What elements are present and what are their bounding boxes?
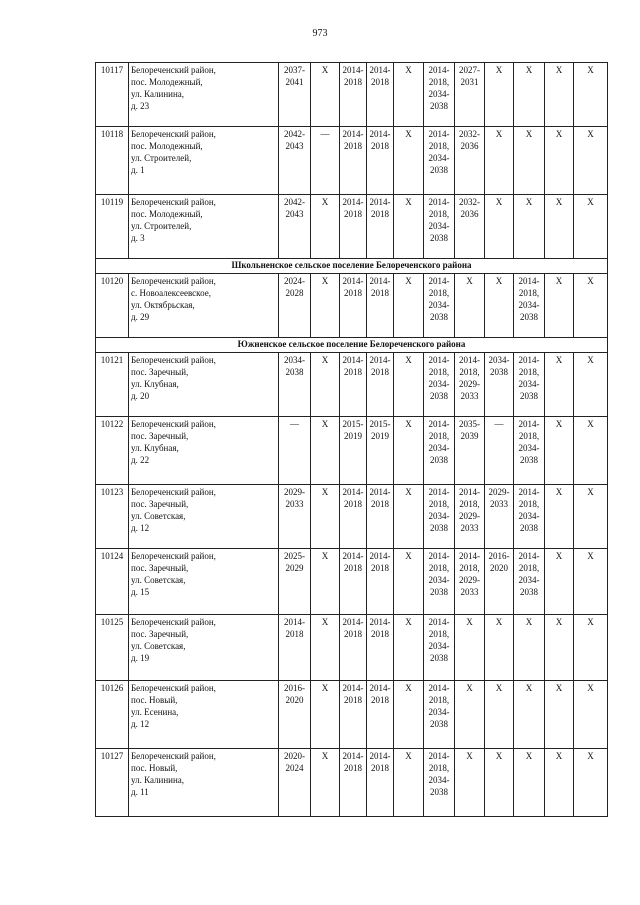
period-cell: 2014- 2018, 2034- 2038 [514, 417, 545, 485]
period-cell: X [574, 353, 608, 417]
period-cell: X [311, 63, 340, 127]
period-cell: 2014- 2018, 2029- 2033 [455, 353, 485, 417]
period-cell: X [514, 681, 545, 749]
address-line: ул. Строителей, [131, 153, 192, 163]
period-cell: X [311, 615, 340, 681]
period-cell: X [574, 195, 608, 259]
period-cell: — [485, 417, 514, 485]
table-row [96, 615, 608, 681]
period-cell: X [485, 195, 514, 259]
address-line: пос. Молодежный, [131, 141, 203, 151]
row-number: 10124 [96, 549, 129, 615]
period-cell: 2014- 2018 [340, 127, 367, 195]
address-line: ул. Калинина, [131, 89, 185, 99]
row-number: 10120 [96, 274, 129, 338]
period-cell: X [545, 127, 574, 195]
address-line: ул. Советская, [131, 511, 186, 521]
period-cell: 2037- 2041 [279, 63, 311, 127]
period-cell: 2014- 2018, 2034- 2038 [424, 681, 455, 749]
period-cell: X [545, 417, 574, 485]
period-cell: 2014- 2018 [367, 63, 394, 127]
period-cell: 2014- 2018 [340, 615, 367, 681]
address-line: пос. Заречный, [131, 367, 189, 377]
period-cell: 2014- 2018 [367, 485, 394, 549]
period-cell: X [574, 274, 608, 338]
period-cell: 2032- 2036 [455, 195, 485, 259]
period-cell: 2014- 2018, 2034- 2038 [514, 485, 545, 549]
period-cell: X [455, 615, 485, 681]
period-cell: X [311, 681, 340, 749]
address-line: пос. Новый, [131, 763, 178, 773]
address-line: ул. Клубная, [131, 379, 179, 389]
period-cell: 2014- 2018, 2034- 2038 [424, 195, 455, 259]
address-line: пос. Молодежный, [131, 77, 203, 87]
address-cell [129, 195, 279, 259]
period-cell: 2014- 2018, 2029- 2033 [455, 485, 485, 549]
period-cell: X [514, 127, 545, 195]
period-cell: X [455, 749, 485, 817]
row-number: 10119 [96, 195, 129, 259]
period-cell: X [485, 681, 514, 749]
section-header-row [96, 259, 608, 274]
period-cell: X [485, 615, 514, 681]
table-row [96, 63, 608, 127]
period-cell: X [545, 749, 574, 817]
period-cell: X [394, 681, 424, 749]
address-cell [129, 681, 279, 749]
period-cell: 2014- 2018 [340, 749, 367, 817]
period-cell: 2014- 2018, 2034- 2038 [424, 127, 455, 195]
period-cell: X [574, 749, 608, 817]
period-cell: 2014- 2018 [367, 681, 394, 749]
period-cell: 2027- 2031 [455, 63, 485, 127]
period-cell: X [394, 417, 424, 485]
period-cell: 2014- 2018 [367, 127, 394, 195]
period-cell: 2014- 2018, 2034- 2038 [424, 749, 455, 817]
period-cell: 2016- 2020 [279, 681, 311, 749]
row-number: 10118 [96, 127, 129, 195]
period-cell: 2020- 2024 [279, 749, 311, 817]
row-number: 10123 [96, 485, 129, 549]
period-cell: 2015- 2019 [367, 417, 394, 485]
period-cell: 2014- 2018 [340, 681, 367, 749]
address-line: ул. Октябрьская, [131, 300, 195, 310]
period-cell: 2029- 2033 [485, 485, 514, 549]
period-cell: 2014- 2018 [279, 615, 311, 681]
section-title: Южненское сельское поселение Белореченского района [96, 338, 608, 353]
address-line: д. 29 [131, 312, 150, 322]
period-cell: X [574, 127, 608, 195]
period-cell: 2015- 2019 [340, 417, 367, 485]
period-cell: X [394, 615, 424, 681]
period-cell: 2014- 2018 [340, 353, 367, 417]
address-line: пос. Молодежный, [131, 209, 203, 219]
address-line: ул. Советская, [131, 575, 186, 585]
period-cell: X [485, 749, 514, 817]
table-row [96, 195, 608, 259]
period-cell: X [574, 615, 608, 681]
period-cell: X [485, 274, 514, 338]
address-line: Белореченский район, [131, 197, 216, 207]
address-line: пос. Заречный, [131, 563, 189, 573]
period-cell: X [394, 485, 424, 549]
address-line: Белореченский район, [131, 355, 216, 365]
period-cell: 2014- 2018 [340, 274, 367, 338]
table-row [96, 485, 608, 549]
row-number: 10125 [96, 615, 129, 681]
period-cell: X [574, 485, 608, 549]
address-cell [129, 549, 279, 615]
period-cell: 2032- 2036 [455, 127, 485, 195]
period-cell: X [545, 63, 574, 127]
address-cell [129, 63, 279, 127]
period-cell: 2014- 2018 [367, 615, 394, 681]
period-cell: X [514, 749, 545, 817]
address-cell [129, 485, 279, 549]
period-cell: 2014- 2018, 2034- 2038 [424, 417, 455, 485]
period-cell: X [545, 681, 574, 749]
period-cell: 2014- 2018, 2034- 2038 [424, 353, 455, 417]
row-number: 10127 [96, 749, 129, 817]
period-cell: X [574, 63, 608, 127]
address-line: Белореченский район, [131, 129, 216, 139]
table-row [96, 549, 608, 615]
row-number: 10117 [96, 63, 129, 127]
address-line: ул. Строителей, [131, 221, 192, 231]
address-line: Белореченский район, [131, 487, 216, 497]
period-cell: X [545, 353, 574, 417]
address-line: д. 11 [131, 787, 149, 797]
period-cell: 2014- 2018, 2029- 2033 [455, 549, 485, 615]
section-title: Школьненское сельское поселение Белореченского района [96, 259, 608, 274]
address-line: Белореченский район, [131, 751, 216, 761]
address-line: Белореченский район, [131, 551, 216, 561]
address-line: Белореченский район, [131, 276, 216, 286]
address-line: д. 23 [131, 101, 150, 111]
housing-repair-schedule-table [95, 62, 608, 817]
period-cell: 2014- 2018 [340, 485, 367, 549]
period-cell: 2014- 2018, 2034- 2038 [514, 353, 545, 417]
table-body [96, 63, 608, 817]
address-line: д. 12 [131, 719, 150, 729]
address-line: Белореченский район, [131, 65, 216, 75]
period-cell: X [574, 681, 608, 749]
period-cell: 2024- 2028 [279, 274, 311, 338]
address-line: ул. Советская, [131, 641, 186, 651]
period-cell: X [311, 274, 340, 338]
period-cell: 2035- 2039 [455, 417, 485, 485]
table-row [96, 127, 608, 195]
period-cell: X [485, 63, 514, 127]
period-cell: 2014- 2018 [367, 274, 394, 338]
period-cell: X [455, 274, 485, 338]
table-row [96, 749, 608, 817]
period-cell: 2014- 2018 [340, 195, 367, 259]
address-line: с. Новоалексеевское, [131, 288, 211, 298]
address-line: пос. Новый, [131, 695, 178, 705]
period-cell: X [514, 63, 545, 127]
period-cell: 2014- 2018, 2034- 2038 [514, 274, 545, 338]
address-line: ул. Клубная, [131, 443, 179, 453]
period-cell: 2014- 2018 [340, 549, 367, 615]
period-cell: 2014- 2018 [367, 195, 394, 259]
period-cell: 2014- 2018, 2034- 2038 [424, 485, 455, 549]
period-cell: X [394, 63, 424, 127]
period-cell: 2014- 2018 [367, 353, 394, 417]
period-cell: 2042- 2043 [279, 195, 311, 259]
period-cell: X [394, 353, 424, 417]
period-cell: 2014- 2018 [340, 63, 367, 127]
address-cell [129, 417, 279, 485]
period-cell: X [545, 549, 574, 615]
address-line: пос. Заречный, [131, 629, 189, 639]
period-cell: 2014- 2018, 2034- 2038 [514, 549, 545, 615]
address-line: ул. Есенина, [131, 707, 179, 717]
address-line: д. 12 [131, 523, 150, 533]
period-cell: 2034- 2038 [485, 353, 514, 417]
table-row [96, 274, 608, 338]
period-cell: X [311, 549, 340, 615]
address-cell [129, 615, 279, 681]
row-number: 10122 [96, 417, 129, 485]
period-cell: 2014- 2018, 2034- 2038 [424, 615, 455, 681]
period-cell: X [545, 615, 574, 681]
period-cell: 2014- 2018 [367, 749, 394, 817]
period-cell: X [545, 274, 574, 338]
period-cell: — [279, 417, 311, 485]
period-cell: X [311, 353, 340, 417]
period-cell: 2014- 2018, 2034- 2038 [424, 549, 455, 615]
address-cell [129, 353, 279, 417]
address-line: д. 20 [131, 391, 150, 401]
period-cell: X [394, 195, 424, 259]
period-cell: X [514, 195, 545, 259]
row-number: 10121 [96, 353, 129, 417]
address-line: пос. Заречный, [131, 431, 189, 441]
address-line: д. 19 [131, 653, 150, 663]
period-cell: X [485, 127, 514, 195]
period-cell: 2029- 2033 [279, 485, 311, 549]
period-cell: 2042- 2043 [279, 127, 311, 195]
address-line: пос. Заречный, [131, 499, 189, 509]
period-cell: X [311, 749, 340, 817]
table-row [96, 353, 608, 417]
row-number: 10126 [96, 681, 129, 749]
table-row [96, 417, 608, 485]
address-cell [129, 127, 279, 195]
period-cell: 2016- 2020 [485, 549, 514, 615]
address-line: д. 15 [131, 587, 150, 597]
address-line: д. 22 [131, 455, 150, 465]
table-row [96, 681, 608, 749]
address-line: д. 3 [131, 233, 145, 243]
period-cell: — [311, 127, 340, 195]
address-line: ул. Калинина, [131, 775, 185, 785]
period-cell: X [311, 417, 340, 485]
period-cell: X [311, 485, 340, 549]
period-cell: X [455, 681, 485, 749]
period-cell: X [514, 615, 545, 681]
section-header-row [96, 338, 608, 353]
address-line: Белореченский район, [131, 683, 216, 693]
period-cell: X [394, 749, 424, 817]
period-cell: 2014- 2018, 2034- 2038 [424, 274, 455, 338]
period-cell: X [545, 195, 574, 259]
period-cell: 2034- 2038 [279, 353, 311, 417]
period-cell: X [311, 195, 340, 259]
period-cell: X [394, 274, 424, 338]
page-number: 973 [312, 28, 328, 39]
period-cell: X [394, 127, 424, 195]
address-line: Белореченский район, [131, 617, 216, 627]
period-cell: 2014- 2018, 2034- 2038 [424, 63, 455, 127]
address-cell [129, 274, 279, 338]
period-cell: 2014- 2018 [367, 549, 394, 615]
period-cell: X [574, 549, 608, 615]
address-cell [129, 749, 279, 817]
period-cell: X [394, 549, 424, 615]
period-cell: 2025- 2029 [279, 549, 311, 615]
address-line: д. 1 [131, 165, 145, 175]
period-cell: X [574, 417, 608, 485]
period-cell: X [545, 485, 574, 549]
address-line: Белореченский район, [131, 419, 216, 429]
